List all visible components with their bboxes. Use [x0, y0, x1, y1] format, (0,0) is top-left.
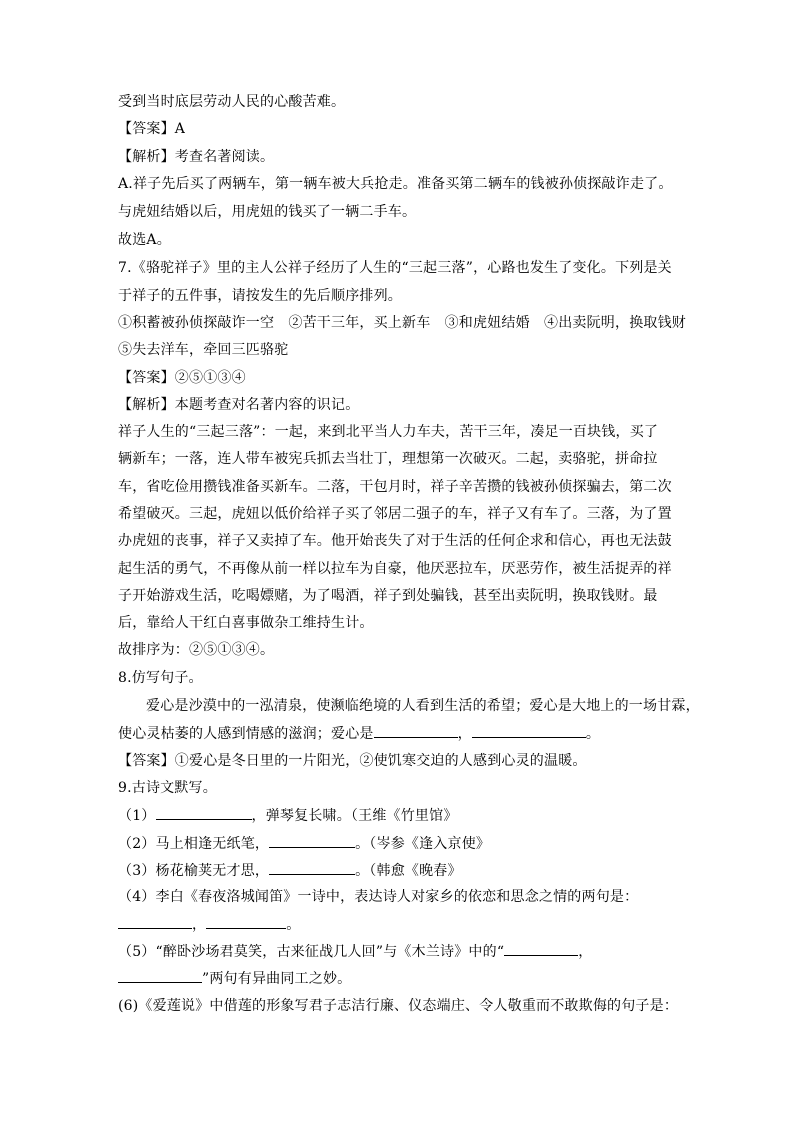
text-line: 于祥子的五件事，请按发生的先后顺序排列。: [118, 288, 402, 304]
answer-blank[interactable]: [504, 942, 578, 956]
text-line: 办虎妞的丧事，祥子又卖掉了车。他开始丧失了对于生活的任何企求和信心，再也无法鼓: [118, 533, 672, 549]
fill-line: [118, 969, 351, 988]
text-line: 后，靠给人干红白喜事做杂工维持生计。: [118, 615, 374, 631]
text-line: 爱心是沙漠中的一泓清泉，使濒临绝境的人看到生活的希望；爱心是大地上的一场甘霖，: [146, 698, 700, 714]
text-line: 与虎妞结婚以后，用虎妞的钱买了一辆二手车。: [118, 204, 417, 220]
answer-blank[interactable]: [118, 915, 192, 929]
text-line: 希望破灭。三起，虎妞以低价给祥子买了邻居二强子的车，祥子又有车了。三落，为了置: [118, 506, 672, 522]
answer-label: 【答案】①爱心是冬日里的一片阳光，②使饥寒交迫的人感到心灵的温暖。: [118, 753, 587, 769]
text-segment: 。: [585, 726, 601, 742]
text-segment: （5）“醉卧沙场君莫笑，古来征战几人回”与《木兰诗》中的“: [118, 944, 505, 960]
question-7: 7.《骆驼祥子》里的主人公祥子经历了人生的“三起三落”，心路也发生了变化。下列是关: [118, 260, 672, 276]
fill-line: [118, 806, 458, 825]
fill-line: [118, 915, 300, 934]
text-segment: 。（韩愈《晚春》: [355, 863, 462, 879]
text-line: 祥子人生的“三起三落”：一起，来到北平当人力车夫，苦干三年，凑足一百块钱，买了: [118, 424, 659, 440]
text-segment: （3）杨花榆荚无才思，: [118, 863, 270, 879]
text-segment: 。（岑参《逢入京使》: [355, 836, 491, 852]
text-segment: ”两句有异曲同工之妙。: [202, 971, 352, 987]
text-segment: ，弹琴复长啸。（王维《竹里馆》: [251, 808, 458, 824]
text-line: (6)《爱莲说》中借莲的形象写君子志洁行廉、仪态端庄、令人敬重而不敢欺侮的句子是：: [118, 998, 679, 1014]
fill-line: [118, 724, 600, 743]
question-8: 8.仿写句子。: [118, 670, 203, 686]
text-line: 子开始游戏生活，吃喝嫖赌，为了喝酒，祥子到处骗钱，甚至出卖阮明，换取钱财。最: [118, 588, 658, 604]
text-line: 辆新车；一落，连人带车被宪兵抓去当壮丁，理想第一次破灭。二起，卖骆驼，拼命拉: [118, 451, 658, 467]
answer-blank[interactable]: [156, 806, 252, 820]
answer-label: 【答案】②⑤①③④: [118, 370, 246, 386]
answer-blank[interactable]: [374, 724, 458, 738]
text-segment: （1）: [118, 808, 156, 824]
options-line: ①积蓄被孙侦探敲诈一空 ②苦干三年，买上新车 ③和虎妞结婚 ④出卖阮明，换取钱财: [118, 315, 686, 331]
text-segment: ，: [192, 917, 207, 933]
text-segment: （2）马上相逢无纸笔，: [118, 836, 270, 852]
answer-blank[interactable]: [269, 861, 355, 875]
text-segment: ，: [578, 944, 593, 960]
text-line: 故选A。: [118, 232, 171, 248]
text-line: A.祥子先后买了两辆车，第一辆车被大兵抢走。准备买第二辆车的钱被孙侦探敲诈走了。: [118, 176, 673, 192]
text-line: 起生活的勇气，不再像从前一样以拉车为自豪，他厌恶拉车，厌恶劳作，被生活捉弄的祥: [118, 561, 672, 577]
answer-blank[interactable]: [472, 724, 586, 738]
question-9: 9.古诗文默写。: [118, 780, 217, 796]
text-line: 车，省吃俭用攒钱准备买新车。二落，干包月时，祥子辛苦攒的钱被孙侦探骗去，第二次: [118, 479, 672, 495]
text-line: （4）李白《春夜洛城闻笛》一诗中，表达诗人对家乡的依恋和思念之情的两句是：: [118, 889, 639, 905]
text-segment: ，: [457, 726, 472, 742]
answer-blank[interactable]: [269, 834, 355, 848]
answer-blank[interactable]: [118, 969, 202, 983]
answer-label: 【答案】A: [118, 121, 186, 137]
text-line: 故排序为：②⑤①③④。: [118, 642, 275, 658]
text-segment: 。: [286, 917, 301, 933]
text-line: 受到当时底层劳动人民的心酸苦难。: [118, 94, 346, 110]
fill-line: [118, 861, 462, 880]
fill-line: [118, 942, 592, 961]
options-line: ⑤失去洋车，牵回三匹骆驼: [118, 342, 289, 358]
answer-blank[interactable]: [206, 915, 286, 929]
fill-line: [118, 834, 490, 853]
analysis-label: 【解析】本题考查对名著内容的识记。: [118, 397, 360, 413]
text-segment: 使心灵枯萎的人感到情感的滋润；爱心是: [118, 726, 374, 742]
analysis-label: 【解析】考查名著阅读。: [118, 149, 275, 165]
